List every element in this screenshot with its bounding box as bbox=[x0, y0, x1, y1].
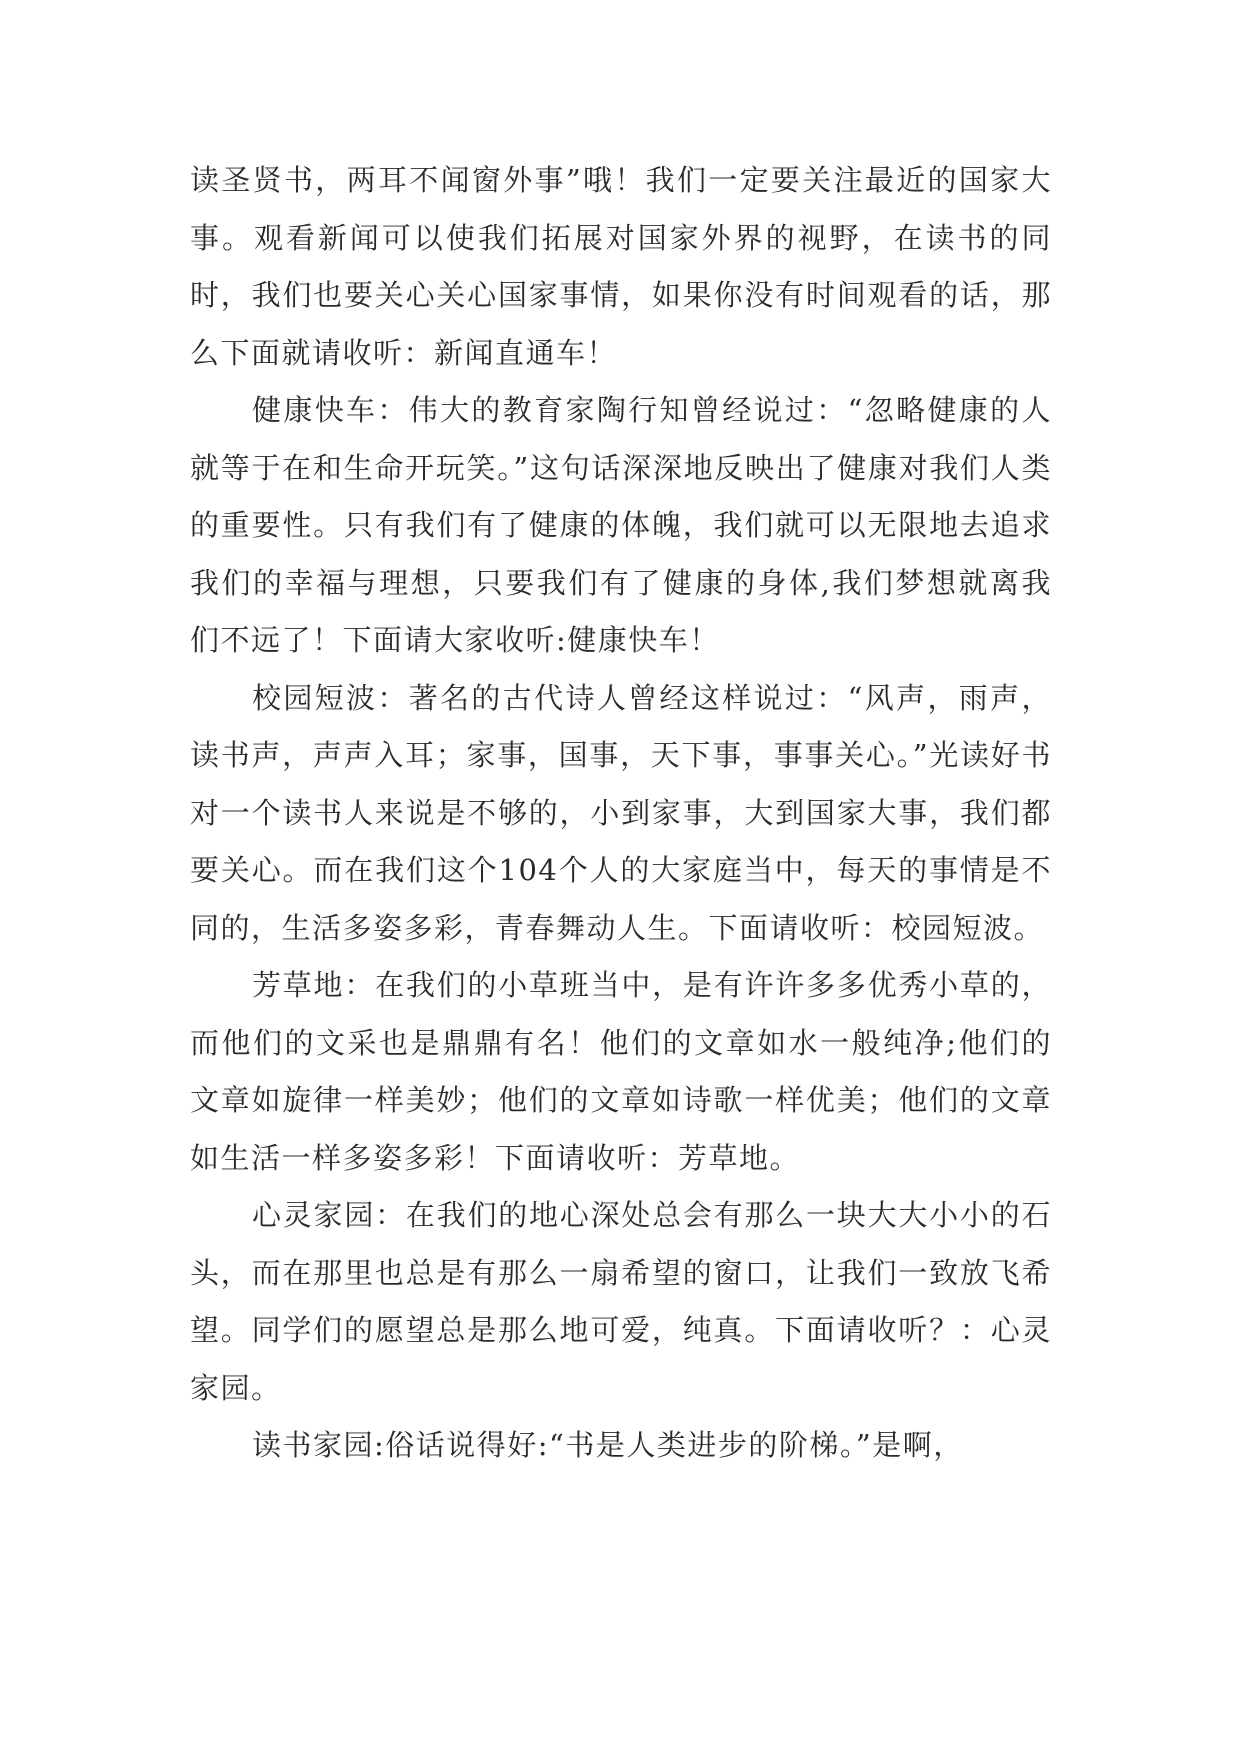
paragraph-soul-garden: 心灵家园：在我们的地心深处总会有那么一块大大小小的石头，而在那里也总是有那么一扇希望的窗口，让我们一致放飞希望。同学们的愿望总是那么地可爱，纯真。下面请收听？：心灵家园。 bbox=[190, 1198, 1052, 1405]
paragraph-reading-garden: 读书家园:俗话说得好:“书是人类进步的阶梯。”是啊， bbox=[252, 1428, 964, 1462]
paragraph-grassland: 芳草地：在我们的小草班当中，是有许许多多优秀小草的，而他们的文采也是鼎鼎有名！他们的文章如水一般纯净;他们的文章如旋律一样美妙；他们的文章如诗歌一样优美；他们的文章如生活一样多姿多彩！下面请收听：芳草地。 bbox=[190, 968, 1052, 1175]
paragraph-news-intro: 读圣贤书，两耳不闻窗外事”哦！我们一定要关注最近的国家大事。观看新闻可以使我们拓展对国家外界的视野，在读书的同时，我们也要关心关心国家事情，如果你没有时间观看的话，那么下面就请收听：新闻直通车！ bbox=[190, 163, 1052, 370]
document-body bbox=[190, 152, 1052, 1475]
paragraph-health-express: 健康快车：伟大的教育家陶行知曾经说过：“忽略健康的人就等于在和生命开玩笑。”这句话深深地反映出了健康对我们人类的重要性。只有我们有了健康的体魄，我们就可以无限地去追求我们的幸福与理想，只要我们有了健康的身体,我们梦想就离我们不远了！下面请大家收听:健康快车！ bbox=[190, 393, 1052, 657]
paragraph-campus-shortwave: 校园短波：著名的古代诗人曾经这样说过：“风声，雨声，读书声，声声入耳；家事，国事，天下事，事事关心。”光读好书对一个读书人来说是不够的，小到家事，大到国家大事，我们都要关心。而在我们这个104个人的大家庭当中，每天的事情是不同的，生活多姿多彩，青春舞动人生。下面请收听：校园短波。 bbox=[190, 680, 1052, 945]
